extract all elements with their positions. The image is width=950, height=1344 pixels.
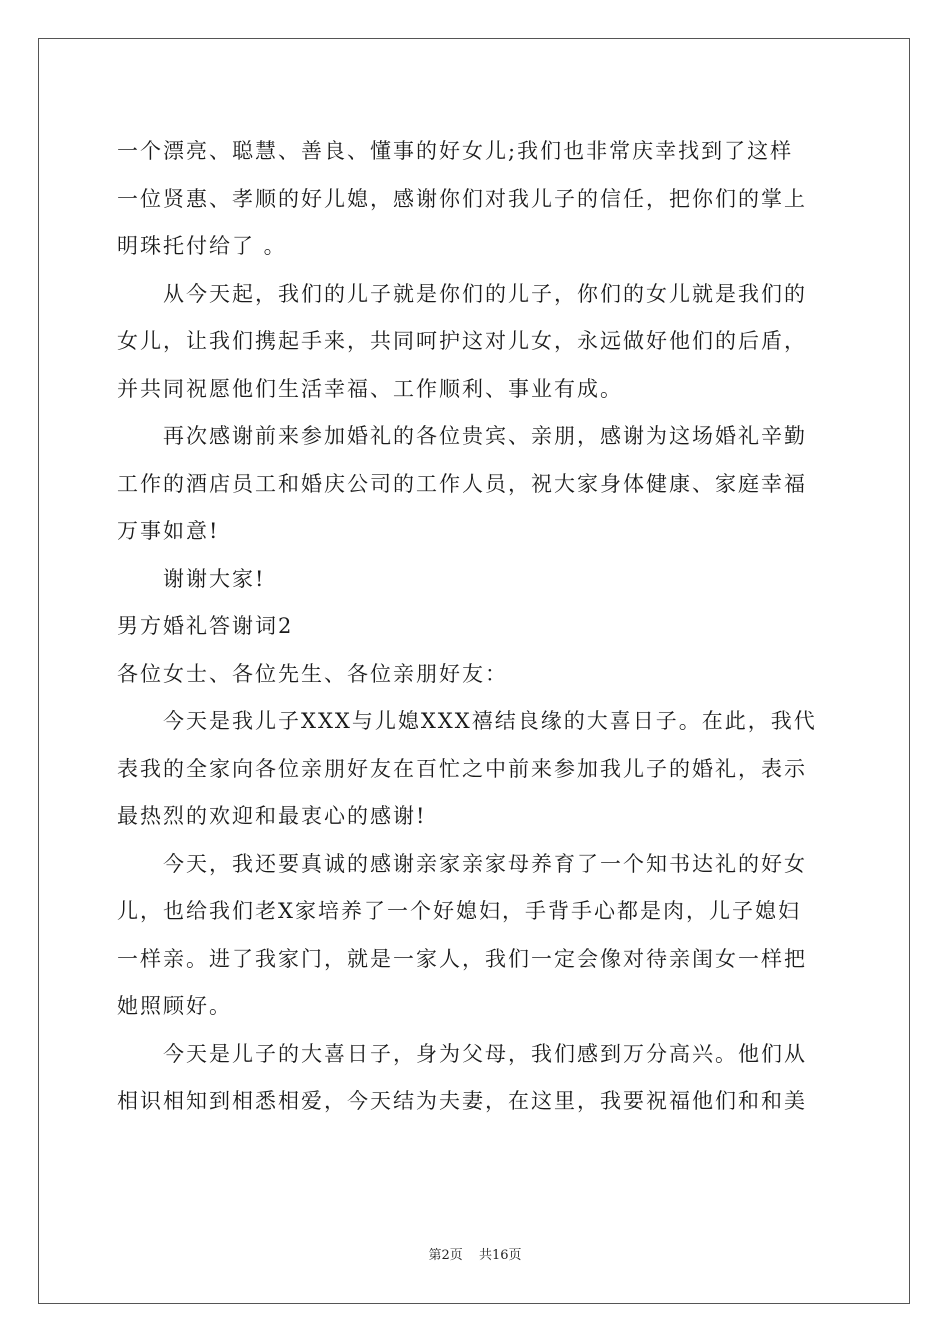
text-line: 明珠托付给了 。 — [117, 234, 287, 258]
text-line: 一个漂亮、聪慧、善良、懂事的好女儿;我们也非常庆幸找到了这样 — [117, 139, 794, 163]
page-footer — [0, 1244, 950, 1263]
text-line: 表我的全家向各位亲朋好友在百忙之中前来参加我儿子的婚礼，表示 — [117, 756, 807, 781]
text-line: 今天是儿子的大喜日子，身为父母，我们感到万分高兴。他们从 — [163, 1041, 807, 1066]
text-line: 最热烈的欢迎和最衷心的感谢! — [117, 804, 427, 828]
page-total: 共16页 — [478, 1248, 522, 1263]
text-line: 今天，我还要真诚的感谢亲家亲家母养育了一个知书达礼的好女 — [163, 851, 807, 876]
text-line: 儿，也给我们老X家培养了一个好媳妇，手背手心都是肉，儿子媳妇 — [117, 899, 801, 923]
text-line: 谢谢大家! — [163, 566, 266, 591]
page-number: 第2页 — [428, 1248, 463, 1263]
text-line: 她照顾好。 — [117, 994, 232, 1018]
text-line: 女儿，让我们携起手来，共同呵护这对儿女，永远做好他们的后盾， — [117, 329, 807, 353]
section-heading: 男方婚礼答谢词2 — [117, 614, 294, 638]
text-line: 从今天起，我们的儿子就是你们的儿子，你们的女儿就是我们的 — [163, 281, 807, 306]
text-line: 相识相知到相悉相爱，今天结为夫妻，在这里，我要祝福他们和和美 — [117, 1089, 807, 1113]
text-line: 万事如意! — [117, 519, 220, 543]
text-line: 工作的酒店员工和婚庆公司的工作人员，祝大家身体健康、家庭幸福 — [117, 471, 807, 496]
text-line: 一位贤惠、孝顺的好儿媳，感谢你们对我儿子的信任，把你们的掌上 — [117, 186, 807, 211]
salutation: 各位女士、各位先生、各位亲朋好友： — [117, 661, 508, 686]
text-line: 并共同祝愿他们生活幸福、工作顺利、事业有成。 — [117, 376, 623, 401]
document-body — [117, 128, 837, 1126]
text-line: 再次感谢前来参加婚礼的各位贵宾、亲朋，感谢为这场婚礼辛勤 — [163, 424, 807, 448]
text-line: 今天是我儿子XXX与儿媳XXX禧结良缘的大喜日子。在此，我代 — [163, 709, 817, 733]
text-line: 一样亲。进了我家门，就是一家人，我们一定会像对待亲闺女一样把 — [117, 946, 807, 971]
